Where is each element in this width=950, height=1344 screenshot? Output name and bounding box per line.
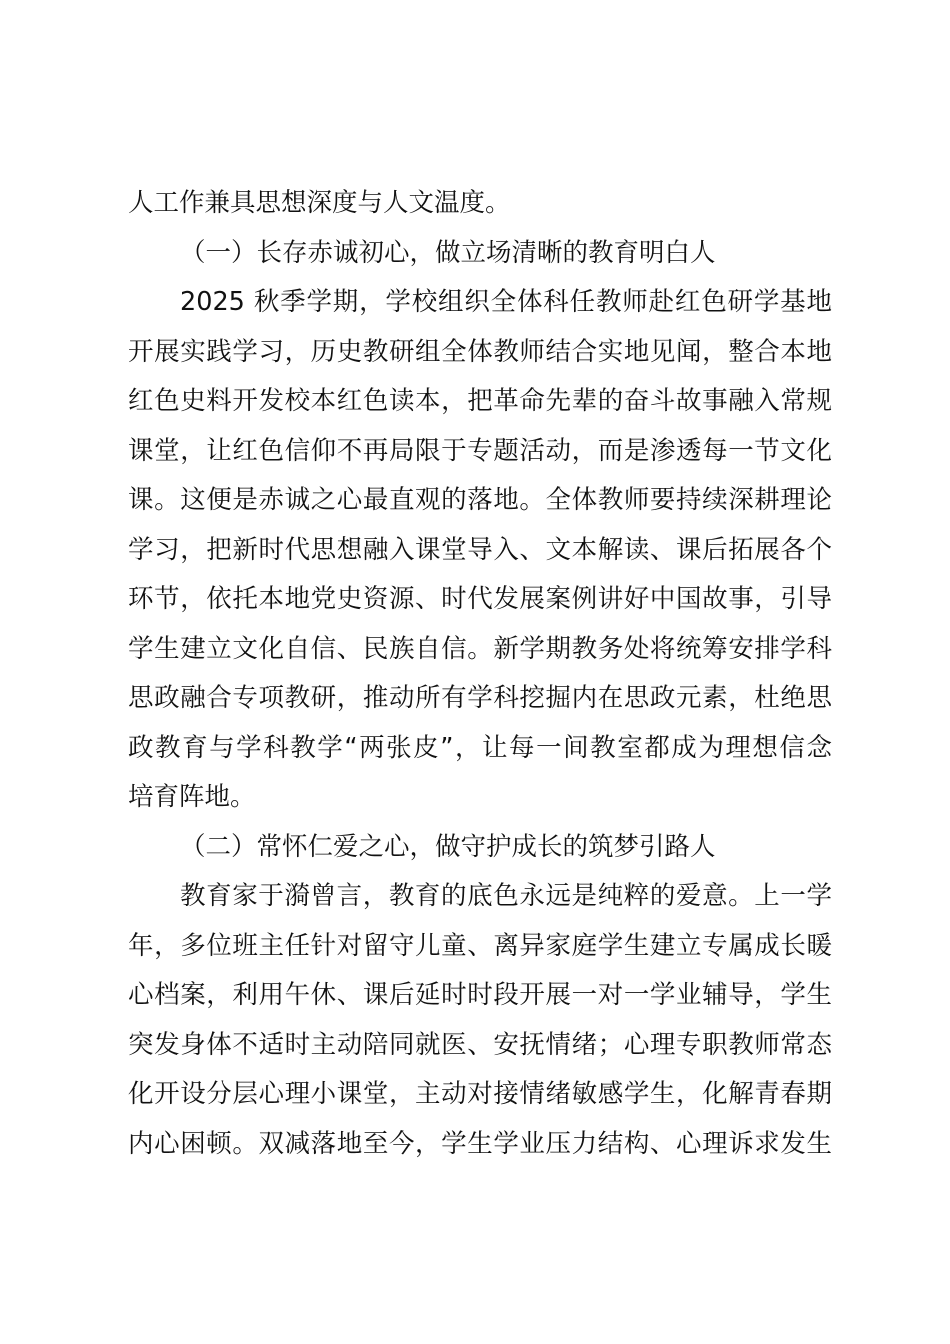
paragraph-line: 教育家于漪曾言，教育的底色永远是纯粹的爱意。上一学 [180,881,832,911]
paragraph-line: 年，多位班主任针对留守儿童、离异家庭学生建立专属成长暖 [128,930,832,961]
paragraph-line: 人工作兼具思想深度与人文温度。 [128,188,511,218]
paragraph-line: 开展实践学习，历史教研组全体教师结合实地见闻，整合本地 [128,336,832,367]
paragraph-line: 学生建立文化自信、民族自信。新学期教务处将统筹安排学科 [128,633,832,664]
paragraph-line: 学习，把新时代思想融入课堂导入、文本解读、课后拓展各个 [128,534,832,565]
paragraph-line: 2025 秋季学期，学校组织全体科任教师赴红色研学基地 [180,287,832,317]
paragraph-line: 红色史料开发校本红色读本，把革命先辈的奋斗故事融入常规 [128,386,832,416]
section-heading: （一）长存赤诚初心，做立场清晰的教育明白人 [180,237,716,268]
document-body [128,179,832,1169]
paragraph-line: 政教育与学科教学“两张皮”，让每一间教室都成为理想信念 [128,732,832,763]
section-heading: （二）常怀仁爱之心，做守护成长的筑梦引路人 [180,831,716,862]
paragraph-line: 心档案，利用午休、课后延时时段开展一对一学业辅导，学生 [128,980,832,1010]
paragraph-line: 环节，依托本地党史资源、时代发展案例讲好中国故事，引导 [128,584,832,614]
paragraph-line: 课堂，让红色信仰不再局限于专题活动，而是渗透每一节文化 [128,435,832,466]
paragraph-line: 课。这便是赤诚之心最直观的落地。全体教师要持续深耕理论 [128,485,832,515]
paragraph-line: 内心困顿。双减落地至今，学生学业压力结构、心理诉求发生 [128,1128,832,1159]
paragraph-line: 突发身体不适时主动陪同就医、安抚情绪；心理专职教师常态 [128,1029,832,1060]
paragraph-line: 化开设分层心理小课堂，主动对接情绪敏感学生，化解青春期 [128,1079,832,1109]
paragraph-line: 培育阵地。 [128,782,256,812]
paragraph-line: 思政融合专项教研，推动所有学科挖掘内在思政元素，杜绝思 [128,683,832,713]
